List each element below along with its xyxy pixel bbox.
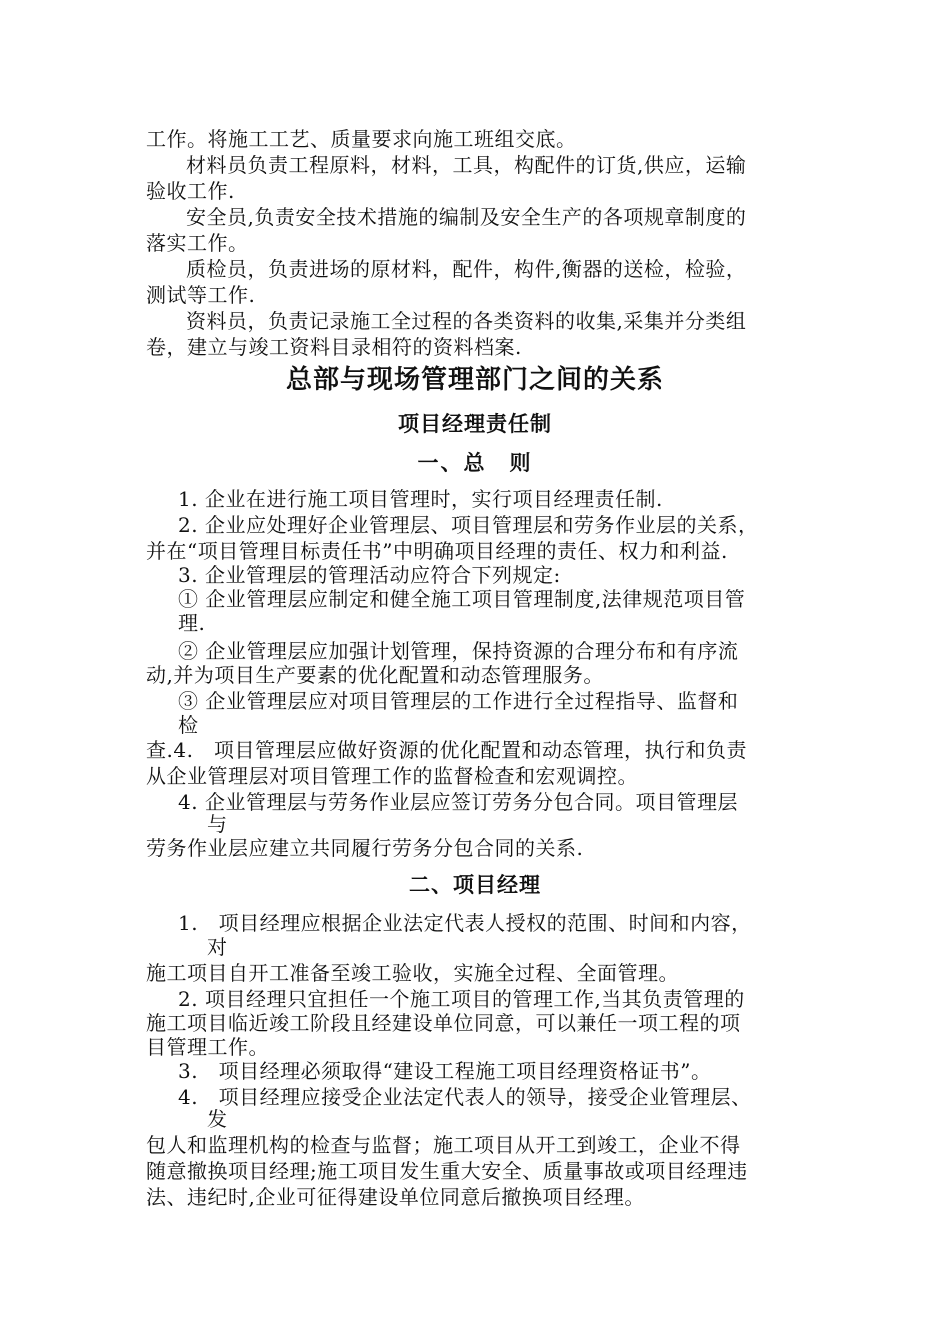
- paragraph-line: 发: [207, 1107, 228, 1131]
- paragraph-line: 3. 项目经理必须取得“建设工程施工项目经理资格证书”。: [178, 1059, 712, 1083]
- paragraph-line: 质检员，负责进场的原材料，配件，构件,衡器的送检，检验，: [186, 257, 747, 281]
- paragraph-line: 资料员，负责记录施工全过程的各类资料的收集,采集并分类组: [186, 309, 747, 333]
- paragraph-line: 法、违纪时,企业可征得建设单位同意后撤换项目经理。: [146, 1185, 645, 1209]
- paragraph-line: ③ 企业管理层应对项目管理层的工作进行全过程指导、监督和: [178, 689, 739, 713]
- paragraph-line: 工作。将施工工艺、质量要求向施工班组交底。: [146, 127, 577, 151]
- paragraph-line: 落实工作。: [146, 231, 249, 255]
- sub-heading: 项目经理责任制: [398, 412, 552, 436]
- paragraph-line: 卷，建立与竣工资料目录相符的资料档案.: [146, 335, 522, 359]
- paragraph-line: 材料员负责工程原料，材料，工具，构配件的订货,供应，运输: [186, 153, 747, 177]
- paragraph-line: 理.: [178, 611, 206, 635]
- paragraph-line: 施工项目自开工准备至竣工验收，实施全过程、全面管理。: [146, 961, 679, 985]
- paragraph-line: 4. 企业管理层与劳务作业层应签订劳务分包合同。项目管理层: [178, 790, 738, 814]
- paragraph-line: 3. 企业管理层的管理活动应符合下列规定:: [178, 563, 561, 587]
- paragraph-line: 2. 项目经理只宜担任一个施工项目的管理工作,当其负责管理的: [178, 987, 745, 1011]
- paragraph-line: ② 企业管理层应加强计划管理，保持资源的合理分布和有序流: [178, 639, 739, 663]
- paragraph-line: 动,并为项目生产要素的优化配置和动态管理服务。: [146, 663, 604, 687]
- main-heading: 总部与现场管理部门之间的关系: [285, 365, 664, 395]
- paragraph-line: 验收工作.: [146, 179, 235, 203]
- paragraph-line: 施工项目临近竣工阶段且经建设单位同意，可以兼任一项工程的项: [146, 1011, 741, 1035]
- paragraph-line: 并在“项目管理目标责任书”中明确项目经理的责任、权力和利益.: [146, 539, 728, 563]
- paragraph-line: ① 企业管理层应制定和健全施工项目管理制度,法律规范项目管: [178, 587, 746, 611]
- paragraph-line: 安全员,负责安全技术措施的编制及安全生产的各项规章制度的: [186, 205, 747, 229]
- paragraph-line: 从企业管理层对项目管理工作的监督检查和宏观调控。: [146, 764, 638, 788]
- paragraph-line: 4. 项目经理应接受企业法定代表人的领导，接受企业管理层、: [178, 1085, 752, 1109]
- paragraph-line: 随意撤换项目经理;施工项目发生重大安全、质量事故或项目经理违: [146, 1159, 748, 1183]
- paragraph-line: 与: [207, 812, 228, 836]
- paragraph-line: 对: [207, 935, 228, 959]
- paragraph-line: 劳务作业层应建立共同履行劳务分包合同的关系.: [146, 836, 584, 860]
- section2-title: 二、项目经理: [409, 873, 541, 897]
- paragraph-line: 检: [178, 713, 199, 737]
- paragraph-line: 1. 项目经理应根据企业法定代表人授权的范围、时间和内容，: [178, 911, 752, 935]
- paragraph-line: 目管理工作。: [146, 1035, 269, 1059]
- paragraph-line: 查.4. 项目管理层应做好资源的优化配置和动态管理，执行和负责: [146, 738, 747, 762]
- section1-title: 一、总 则: [417, 451, 533, 475]
- paragraph-line: 2. 企业应处理好企业管理层、项目管理层和劳务作业层的关系，: [178, 513, 759, 537]
- paragraph-line: 测试等工作.: [146, 283, 256, 307]
- paragraph-line: 1. 企业在进行施工项目管理时，实行项目经理责任制.: [178, 487, 663, 511]
- paragraph-line: 包人和监理机构的检查与监督；施工项目从开工到竣工，企业不得: [146, 1133, 741, 1157]
